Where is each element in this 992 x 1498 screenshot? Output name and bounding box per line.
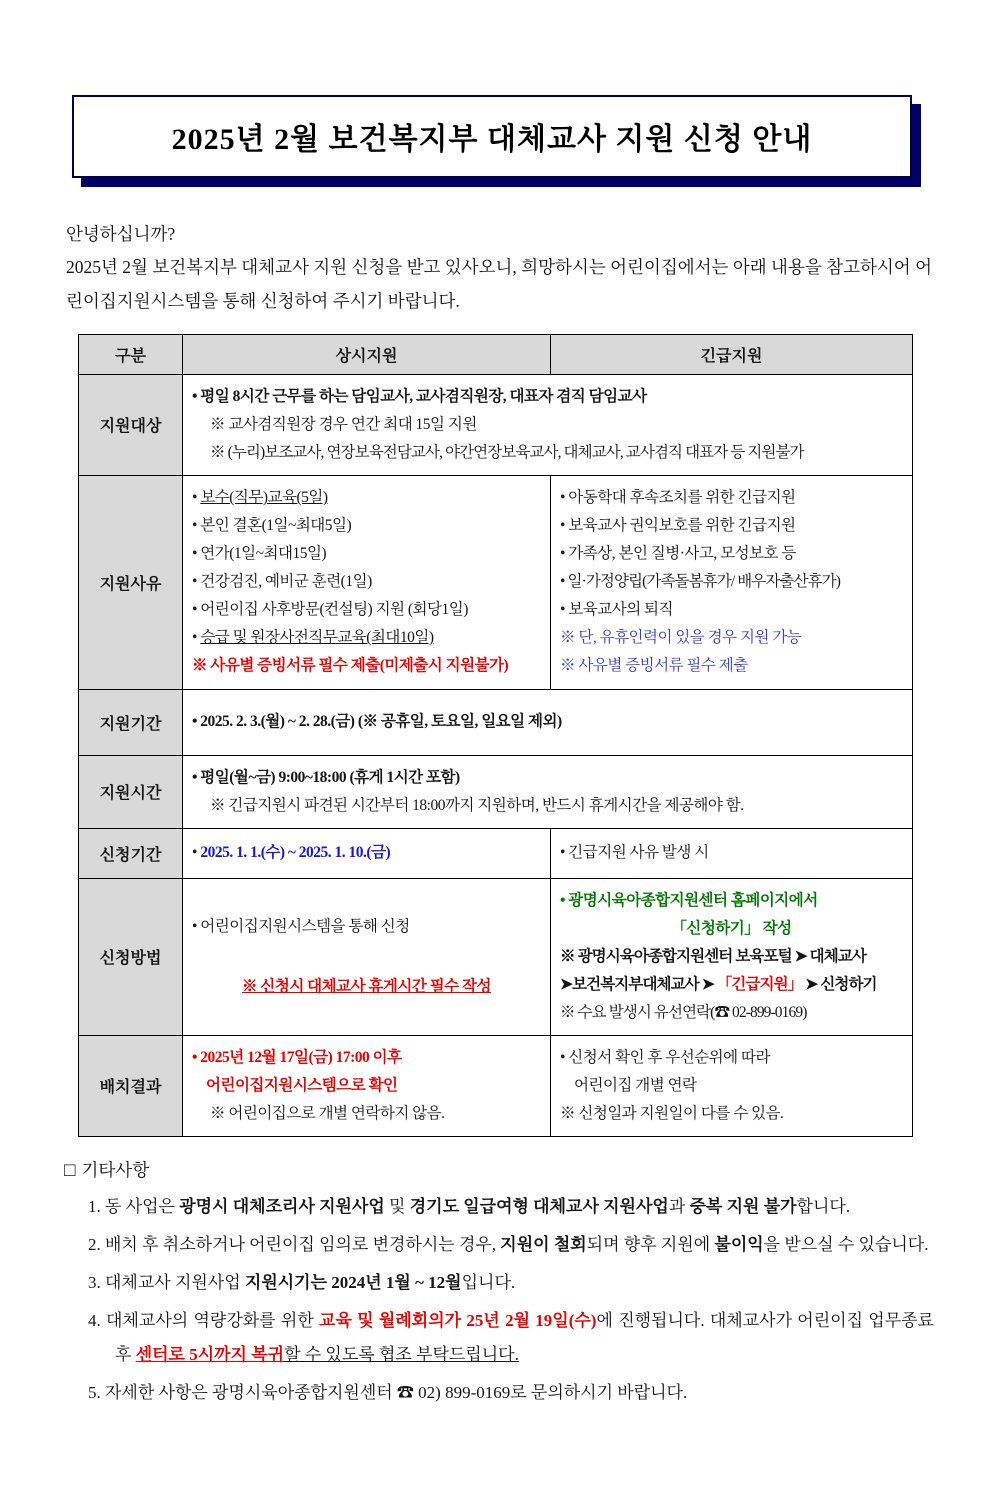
cell-apply-method-urgent (551, 878, 913, 1035)
result-line: 어린이집지원시스템으로 확인 (206, 1076, 398, 1094)
cell-reason-regular (183, 475, 551, 689)
reason-item: • 보육교사의 퇴직 (560, 601, 673, 619)
others-heading (64, 1157, 934, 1182)
method-warning: ※ 신청시 대체교사 휴게시간 필수 작성 (242, 977, 491, 995)
result-line: • 2025년 12월 17일(금) 17:00 이후 (192, 1048, 402, 1066)
cell-result-urgent (551, 1035, 913, 1136)
reason-item: • 본인 결혼(1일~최대5일) (192, 517, 352, 535)
method-line: • 광명시육아종합지원센터 홈페이지에서 (560, 891, 818, 909)
reason-note: ※ 사유별 증빙서류 필수 제출 (560, 657, 748, 675)
period-line: • 2025. 2. 3.(월) ~ 2. 28.(금) (※ 공휴일, 토요일, 일요일 제외) (192, 713, 562, 731)
result-line: 어린이집 개별 연락 (574, 1076, 697, 1094)
row-placement-result (79, 1035, 913, 1136)
row-label-apply-method: 신청방법 (79, 878, 183, 1035)
reason-item: • 어린이집 사후방문(컨설팅) 지원 (회당1일) (192, 601, 468, 619)
method-contact: ※ 수요 발생시 유선연락(☎ 02-899-0169) (560, 1003, 807, 1021)
others-item-1: 1. 동 사업은 광명시 대체조리사 지원사업 및 경기도 일급여형 대체교사 지원사업과 중복 지원 불가합니다. (88, 1196, 851, 1216)
row-label-support-target: 지원대상 (79, 374, 183, 475)
method-line: 「신청하기」 작성 (671, 919, 792, 937)
row-label-placement-result: 배치결과 (79, 1035, 183, 1136)
cell-apply-period-regular (183, 828, 551, 878)
row-label-support-time: 지원시간 (79, 755, 183, 828)
others-item-4: 4. 대체교사의 역량강화를 위한 교육 및 월례회의가 25년 2월 19일(수)에 진행됩니다. 대체교사가 어린이집 업무종료 후 센터로 5시까지 복귀할 수 있도록 협조 부탁드립니다. (88, 1311, 934, 1364)
row-label-support-reason: 지원사유 (79, 475, 183, 689)
others-item-3: 3. 대체교사 지원사업 지원시기는 2024년 1월 ~ 12월입니다. (88, 1273, 516, 1293)
reason-item: • 승급 및 원장사전직무교육(최대10일) (192, 629, 434, 647)
time-line: • 평일(월~금) 9:00~18:00 (휴게 1시간 포함) (192, 768, 460, 786)
intro-body: 2025년 2월 보건복지부 대체교사 지원 신청을 받고 있사오니, 희망하시는 어린이집에서는 아래 내용을 참고하시어 어린이집지원시스템을 통해 신청하여 주시기 바랍니다. (66, 257, 932, 311)
col-header-category: 구분 (79, 334, 183, 374)
row-support-reason (79, 475, 913, 689)
row-support-period (79, 689, 913, 755)
row-label-support-period: 지원기간 (79, 689, 183, 755)
reason-item: • 보수(직무)교육(5일) (192, 489, 328, 507)
cell-support-period (183, 689, 913, 755)
target-line: • 평일 8시간 근무를 하는 담임교사, 교사겸직원장, 대표자 겸직 담임교사 (192, 387, 647, 405)
cell-support-target (183, 374, 913, 475)
others-section (64, 1157, 934, 1409)
method-line: • 어린이집지원시스템을 통해 신청 (192, 917, 410, 935)
apply-period-line: • 긴급지원 사유 발생 시 (560, 844, 709, 862)
others-item-5: 5. 자세한 사항은 광명시육아종합지원센터 ☎ 02) 899-0169로 문의하시기 바랍니다. (88, 1382, 688, 1402)
others-heading-text: 기타사항 (81, 1159, 150, 1180)
intro-section (66, 218, 932, 318)
row-label-apply-period: 신청기간 (79, 828, 183, 878)
reason-item: • 일·가정양립(가족돌봄휴가/ 배우자출산휴가) (560, 573, 840, 591)
reason-item: • 연가(1일~최대15일) (192, 545, 327, 563)
support-info-table (78, 334, 913, 1137)
table-header-row (79, 334, 913, 374)
reason-item: • 아동학대 후속조치를 위한 긴급지원 (560, 489, 796, 507)
time-note: ※ 긴급지원시 파견된 시간부터 18:00까지 지원하며, 반드시 휴게시간을 제공해야 함. (210, 796, 744, 814)
target-note: ※ 교사겸직원장 경우 연간 최대 15일 지원 (210, 415, 477, 433)
document-page (0, 95, 992, 1409)
row-apply-period (79, 828, 913, 878)
reason-warning: ※ 사유별 증빙서류 필수 제출(미제출시 지원불가) (192, 657, 509, 675)
cell-result-regular (183, 1035, 551, 1136)
cell-reason-urgent (551, 475, 913, 689)
others-item-2: 2. 배치 후 취소하거나 어린이집 임의로 변경하시는 경우, 지원이 철회되며 향후 지원에 불이익을 받으실 수 있습니다. (88, 1235, 929, 1255)
method-path: ➤보건복지부대체교사 ➤ 「긴급지원」 ➤ 신청하기 (560, 975, 877, 993)
row-support-time (79, 755, 913, 828)
result-note: ※ 어린이집으로 개별 연락하지 않음. (210, 1104, 445, 1122)
target-note: ※ (누리)보조교사, 연장보육전담교사, 야간연장보육교사, 대체교사, 교사겸직 대표자 등 지원불가 (210, 443, 804, 461)
page-title (72, 95, 912, 178)
col-header-regular-support: 상시지원 (183, 334, 551, 374)
result-line: • 신청서 확인 후 우선순위에 따라 (560, 1048, 770, 1066)
apply-period-line: • 2025. 1. 1.(수) ~ 2025. 1. 10.(금) (192, 844, 391, 862)
row-apply-method (79, 878, 913, 1035)
page-title-text: 2025년 2월 보건복지부 대체교사 지원 신청 안내 (171, 123, 813, 156)
reason-note: ※ 단, 유휴인력이 있을 경우 지원 가능 (560, 629, 802, 647)
reason-item: • 가족상, 본인 질병·사고, 모성보호 등 (560, 545, 796, 563)
col-header-urgent-support: 긴급지원 (551, 334, 913, 374)
cell-support-time (183, 755, 913, 828)
cell-apply-method-regular (183, 878, 551, 1035)
result-note: ※ 신청일과 지원일이 다를 수 있음. (560, 1104, 784, 1122)
method-path: ※ 광명시육아종합지원센터 보육포털 ➤ 대체교사 (560, 947, 866, 965)
reason-item: • 건강검진, 예비군 훈련(1일) (192, 573, 372, 591)
reason-item: • 보육교사 권익보호를 위한 긴급지원 (560, 517, 796, 535)
checkbox-icon: □ (64, 1159, 76, 1181)
cell-apply-period-urgent (551, 828, 913, 878)
intro-greeting: 안녕하십니까? (66, 224, 176, 244)
row-support-target (79, 374, 913, 475)
